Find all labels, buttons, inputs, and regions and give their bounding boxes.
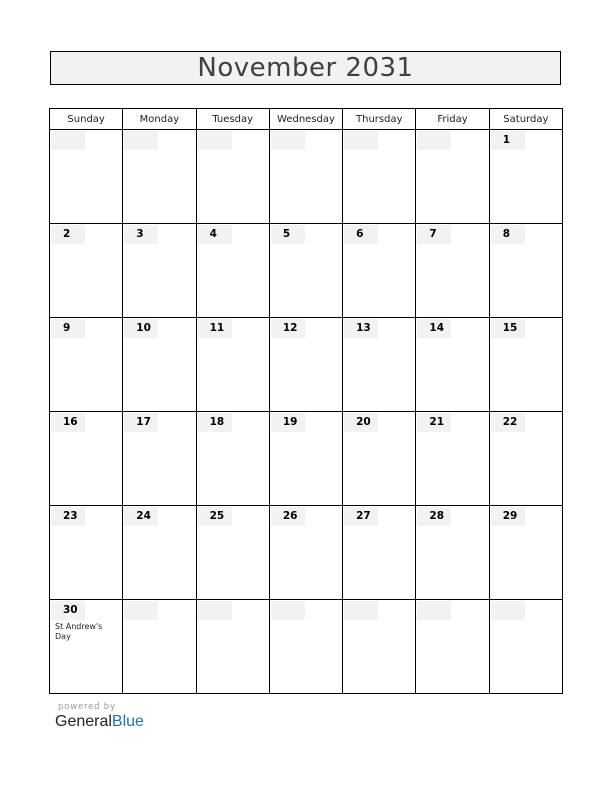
day-cell bbox=[196, 412, 269, 506]
day-cell bbox=[196, 600, 269, 694]
day-cell bbox=[489, 412, 562, 506]
day-number: 12 bbox=[271, 319, 305, 338]
day-cell bbox=[269, 130, 342, 224]
day-number: 4 bbox=[198, 225, 232, 244]
day-number: 7 bbox=[417, 225, 451, 244]
day-cell bbox=[123, 224, 196, 318]
weekday-header-row bbox=[50, 109, 563, 130]
day-number bbox=[198, 131, 232, 150]
week-row bbox=[50, 318, 563, 412]
day-cell bbox=[489, 600, 562, 694]
weekday-header: Tuesday bbox=[196, 109, 269, 130]
day-number: 16 bbox=[51, 413, 85, 432]
day-number: 5 bbox=[271, 225, 305, 244]
calendar-title-box bbox=[50, 51, 561, 85]
day-number: 1 bbox=[491, 131, 525, 150]
day-cell bbox=[489, 130, 562, 224]
day-number: 13 bbox=[344, 319, 378, 338]
day-cell bbox=[50, 506, 123, 600]
day-number: 6 bbox=[344, 225, 378, 244]
day-cell bbox=[343, 412, 416, 506]
weekday-header: Thursday bbox=[343, 109, 416, 130]
calendar-grid bbox=[49, 108, 563, 694]
day-cell bbox=[416, 506, 489, 600]
week-row bbox=[50, 224, 563, 318]
day-cell bbox=[123, 600, 196, 694]
day-number: 30 bbox=[51, 601, 85, 620]
day-number: 17 bbox=[124, 413, 158, 432]
day-cell bbox=[50, 130, 123, 224]
day-number: 2 bbox=[51, 225, 85, 244]
day-cell bbox=[50, 318, 123, 412]
weekday-header: Monday bbox=[123, 109, 196, 130]
day-number bbox=[344, 601, 378, 620]
day-cell bbox=[416, 130, 489, 224]
day-number bbox=[344, 131, 378, 150]
day-number: 20 bbox=[344, 413, 378, 432]
day-number bbox=[198, 601, 232, 620]
day-number: 10 bbox=[124, 319, 158, 338]
weekday-header: Wednesday bbox=[269, 109, 342, 130]
day-cell bbox=[50, 224, 123, 318]
day-cell bbox=[343, 130, 416, 224]
day-number bbox=[417, 131, 451, 150]
day-number: 11 bbox=[198, 319, 232, 338]
day-cell bbox=[343, 506, 416, 600]
day-cell bbox=[269, 600, 342, 694]
day-cell bbox=[416, 412, 489, 506]
footer-branding bbox=[55, 702, 144, 731]
day-cell bbox=[196, 130, 269, 224]
day-number bbox=[51, 131, 85, 150]
holiday-label: St Andrew's Day bbox=[55, 622, 103, 641]
day-number: 25 bbox=[198, 507, 232, 526]
day-number bbox=[491, 601, 525, 620]
day-cell bbox=[343, 318, 416, 412]
day-cell bbox=[269, 318, 342, 412]
day-number: 24 bbox=[124, 507, 158, 526]
day-cell bbox=[343, 600, 416, 694]
powered-by-text: powered by bbox=[58, 702, 116, 712]
day-cell bbox=[123, 318, 196, 412]
day-number: 18 bbox=[198, 413, 232, 432]
weekday-header: Saturday bbox=[489, 109, 562, 130]
brand-general: General bbox=[55, 713, 112, 730]
day-cell bbox=[489, 224, 562, 318]
day-cell bbox=[416, 224, 489, 318]
weekday-header: Friday bbox=[416, 109, 489, 130]
day-number: 21 bbox=[417, 413, 451, 432]
day-number: 26 bbox=[271, 507, 305, 526]
day-cell bbox=[269, 412, 342, 506]
day-cell bbox=[196, 224, 269, 318]
day-cell bbox=[50, 412, 123, 506]
day-cell bbox=[123, 130, 196, 224]
day-cell bbox=[489, 318, 562, 412]
brand-logo bbox=[55, 713, 144, 731]
day-cell bbox=[50, 600, 123, 694]
day-number: 19 bbox=[271, 413, 305, 432]
week-row bbox=[50, 130, 563, 224]
day-cell bbox=[123, 506, 196, 600]
day-cell bbox=[343, 224, 416, 318]
day-number bbox=[271, 601, 305, 620]
day-cell bbox=[123, 412, 196, 506]
week-row bbox=[50, 412, 563, 506]
day-cell bbox=[196, 318, 269, 412]
weekday-header: Sunday bbox=[50, 109, 123, 130]
day-number: 8 bbox=[491, 225, 525, 244]
day-number: 15 bbox=[491, 319, 525, 338]
day-number: 9 bbox=[51, 319, 85, 338]
calendar-title: November 2031 bbox=[197, 53, 414, 83]
day-number: 22 bbox=[491, 413, 525, 432]
day-number bbox=[124, 601, 158, 620]
day-number: 27 bbox=[344, 507, 378, 526]
day-number: 29 bbox=[491, 507, 525, 526]
day-number bbox=[271, 131, 305, 150]
day-cell bbox=[269, 506, 342, 600]
day-number: 28 bbox=[417, 507, 451, 526]
week-row bbox=[50, 600, 563, 694]
day-cell bbox=[269, 224, 342, 318]
day-cell bbox=[196, 506, 269, 600]
day-number bbox=[124, 131, 158, 150]
day-cell bbox=[416, 600, 489, 694]
day-number: 3 bbox=[124, 225, 158, 244]
day-number: 23 bbox=[51, 507, 85, 526]
day-cell bbox=[489, 506, 562, 600]
day-cell bbox=[416, 318, 489, 412]
day-number bbox=[417, 601, 451, 620]
day-number: 14 bbox=[417, 319, 451, 338]
brand-blue: Blue bbox=[111, 713, 144, 730]
week-row bbox=[50, 506, 563, 600]
